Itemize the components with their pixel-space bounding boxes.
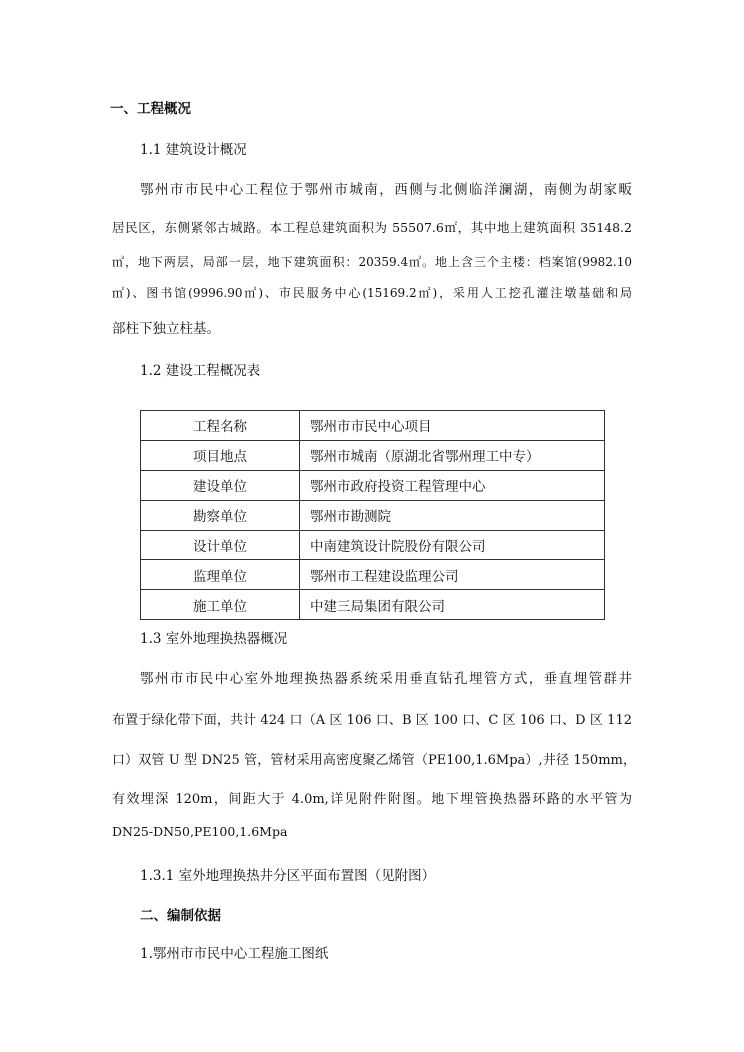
table-key: 设计单位	[141, 530, 300, 560]
table-row	[141, 500, 605, 530]
paragraph-line: 鄂州市市民中心室外地理换热器系统采用垂直钻孔埋管方式，垂直埋管群井	[140, 671, 632, 687]
table-row	[141, 470, 605, 500]
table-key: 勘察单位	[141, 500, 300, 530]
table-value: 鄂州市城南（原湖北省鄂州理工中专）	[300, 440, 605, 470]
section-heading: 二、编制依据	[140, 908, 221, 924]
table-row	[141, 411, 605, 441]
table-key: 工程名称	[141, 411, 300, 441]
table-value: 鄂州市勘测院	[300, 500, 605, 530]
paragraph-line: 布置于绿化带下面，共计 424 口（A 区 106 口、B 区 100 口、C 区 106 口、D 区 112	[112, 713, 632, 728]
subsection-heading: 1.1 建筑设计概况	[140, 142, 247, 158]
subsection-heading: 1.2 建设工程概况表	[140, 363, 261, 379]
table-value: 中建三局集团有限公司	[300, 590, 605, 620]
project-overview-table	[140, 410, 605, 620]
table-value: 鄂州市市民中心项目	[300, 411, 605, 441]
paragraph-line: 有效埋深 120m，间距大于 4.0m,详见附件附图。地下埋管换热器环路的水平管为	[112, 792, 632, 807]
table-value: 鄂州市政府投资工程管理中心	[300, 470, 605, 500]
table-row	[141, 530, 605, 560]
paragraph-line: 居民区，东侧紧邻古城路。本工程总建筑面积为 55507.6㎡，其中地上建筑面积 35148.2	[112, 220, 632, 235]
table-row	[141, 440, 605, 470]
list-item: 1.鄂州市市民中心工程施工图纸	[140, 946, 329, 962]
table-key: 施工单位	[141, 590, 300, 620]
paragraph-line: 鄂州市市民中心工程位于鄂州市城南，西侧与北侧临洋澜湖，南侧为胡家畈	[140, 182, 632, 198]
paragraph-line: 部柱下独立柱基。	[112, 321, 220, 337]
paragraph-line: 口）双管 U 型 DN25 管，管材采用高密度聚乙烯管（PE100,1.6Mpa）,井径 150mm，	[112, 753, 636, 768]
paragraph-line: ㎡，地下两层，局部一层，地下建筑面积：20359.4㎡。地上含三个主楼：档案馆(9982.10	[112, 255, 632, 269]
paragraph-line: ㎡)、图书馆(9996.90㎡)、市民服务中心(15169.2㎡)，采用人工挖孔灌注墩基础和局	[112, 286, 632, 300]
subsection-heading: 1.3 室外地理换热器概况	[140, 631, 288, 647]
section-heading: 一、工程概况	[110, 101, 191, 117]
table-key: 建设单位	[141, 470, 300, 500]
paragraph-line: DN25-DN50,PE100,1.6Mpa	[112, 824, 288, 839]
table-value: 鄂州市工程建设监理公司	[300, 560, 605, 590]
table-row	[141, 590, 605, 620]
table-row	[141, 560, 605, 590]
table-key: 项目地点	[141, 440, 300, 470]
subsection-heading: 1.3.1 室外地理换热井分区平面布置图（见附图）	[140, 868, 436, 884]
table-key: 监理单位	[141, 560, 300, 590]
table-value: 中南建筑设计院股份有限公司	[300, 530, 605, 560]
